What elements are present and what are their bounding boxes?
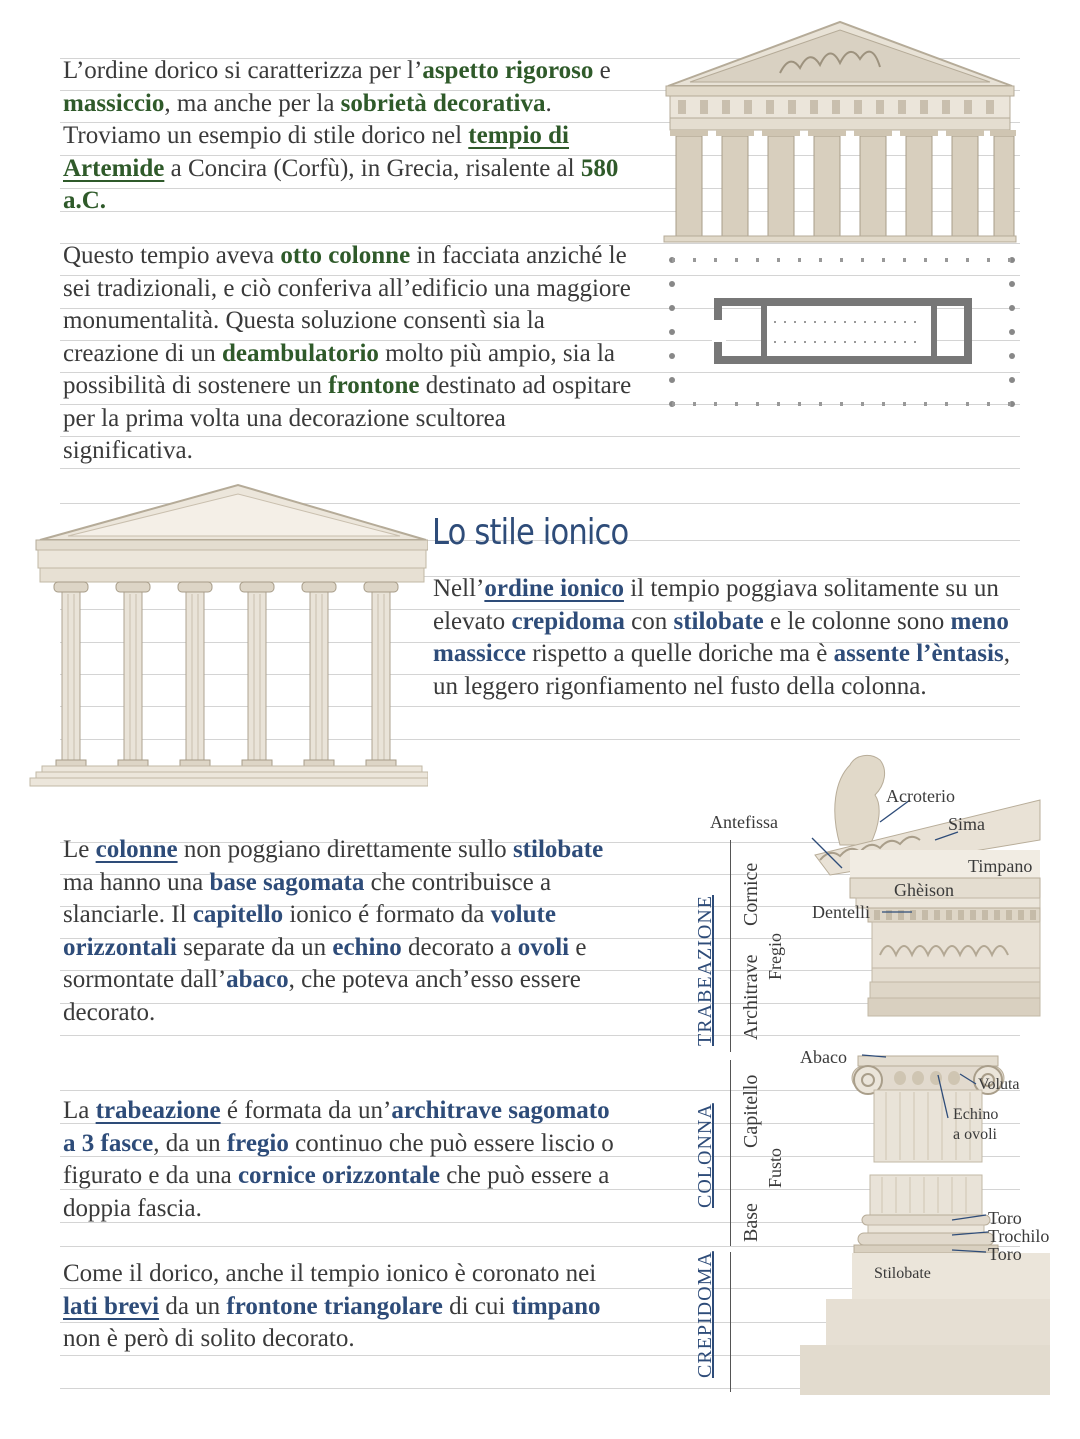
label-trochilo: Trochilo	[988, 1226, 1050, 1246]
keyword: frontone triangolare	[226, 1292, 443, 1320]
label-base: Base	[740, 1203, 762, 1242]
keyword: otto colonne	[280, 242, 411, 269]
label-toro-top: Toro	[988, 1208, 1022, 1228]
text-run: e	[593, 57, 611, 84]
keyword: aspetto rigoroso	[422, 57, 594, 84]
ionic-paragraph-2	[63, 834, 613, 1029]
label-colonna: COLONNA	[694, 1103, 716, 1208]
label-a-ovoli: a ovoli	[953, 1126, 997, 1143]
text-run: il tempio poggiava solitamente su un elevato	[433, 575, 999, 635]
text-run: che può essere a doppia fascia.	[63, 1162, 610, 1222]
keyword: stilobate	[673, 607, 764, 635]
text-run: rispetto a quelle doriche ma è	[526, 640, 834, 667]
label-abaco: Abaco	[800, 1047, 847, 1067]
label-stilobate: Stilobate	[874, 1265, 931, 1282]
keyword-underlined: tempio di Artemide	[63, 122, 569, 182]
text-run: con	[624, 607, 674, 635]
text-run: , ma anche per la	[164, 89, 341, 117]
keyword-underlined: trabeazione	[95, 1097, 221, 1124]
keyword: meno massicce	[433, 607, 1009, 667]
keyword: frontone	[328, 372, 420, 399]
keyword: abaco	[226, 966, 289, 993]
label-crepidoma: CREPIDOMA	[694, 1251, 716, 1378]
keyword: echino	[332, 933, 402, 961]
label-antefissa: Antefissa	[710, 812, 778, 832]
text-run: , da un	[153, 1129, 227, 1157]
keyword: sobrietà decorativa	[340, 89, 546, 117]
label-fregio: Fregio	[765, 933, 785, 980]
keyword: crepidoma	[511, 607, 625, 635]
paragraph-overflow-spacer	[63, 432, 843, 433]
text-run: continuo che può essere liscio o figurato e da una	[63, 1129, 614, 1189]
text-run: , un leggero rigonfiamento nel fusto della colonna.	[433, 640, 1010, 700]
label-gheison: Ghèison	[894, 880, 954, 900]
text-run: da un	[159, 1292, 227, 1320]
text-run: . Troviamo un esempio di stile dorico nel	[63, 89, 552, 149]
keyword: 580 a.C.	[63, 154, 619, 214]
text-run: destinato ad ospitare per la prima volta una decorazione scultorea significativa.	[63, 372, 632, 464]
text-run: a Concira (Corfù), in Grecia, risalente al	[164, 154, 581, 182]
label-capitello: Capitello	[740, 1074, 762, 1148]
label-acroterio: Acroterio	[886, 786, 955, 806]
keyword: timpano	[511, 1292, 601, 1320]
label-echino: Echino	[953, 1106, 999, 1123]
doric-temple-facade	[660, 18, 1020, 243]
keyword: massiccio	[63, 89, 165, 117]
keyword: base sagomata	[209, 868, 365, 896]
ionic-paragraph-1	[433, 573, 1023, 703]
text-run: ionico é formato da	[283, 901, 491, 928]
keyword-underlined: colonne	[95, 836, 178, 863]
text-run: Questo tempio aveva	[63, 242, 281, 269]
text-run: non poggiano direttamente sullo	[177, 836, 513, 863]
text-run: ma hanno una	[63, 868, 210, 896]
keyword: stilobate	[512, 836, 604, 863]
text-run: di cui	[442, 1292, 512, 1320]
label-dentelli: Dentelli	[812, 902, 870, 922]
keyword: architrave sagomato a 3 fasce	[63, 1097, 610, 1157]
doric-paragraph-1	[63, 55, 643, 218]
keyword: assente l’èntasis	[833, 640, 1004, 667]
text-run: non è però di solito decorato.	[63, 1325, 355, 1352]
keyword: deambulatorio	[221, 339, 379, 367]
text-run: Nell’	[433, 575, 485, 602]
keyword: ovoli	[517, 933, 570, 961]
label-toro-bottom: Toro	[988, 1244, 1022, 1264]
text-run: in facciata anziché le sei tradizionali, e ciò conferiva all’edificio una maggiore monumentalità. Questa soluzione consentì sia la creazione di un	[63, 242, 631, 367]
section-title-ionic: Lo stile ionico	[432, 512, 629, 553]
label-timpano: Timpano	[968, 856, 1033, 876]
text-run: molto più ampio, sia la possibilità di sostenere un	[63, 339, 615, 399]
text-run: Come il dorico, anche il tempio ionico è coronato nei	[63, 1260, 597, 1287]
keyword-underlined: lati brevi	[63, 1292, 160, 1320]
text-run: decorato a	[401, 933, 518, 961]
text-run: , che poteva anch’esso essere decorato.	[63, 966, 581, 1026]
doric-paragraph-2	[63, 240, 638, 468]
text-run: é formata da un’	[220, 1097, 392, 1124]
keyword-underlined: ordine ionico	[484, 575, 624, 602]
text-run: L’ordine dorico si caratterizza per l’	[63, 57, 423, 84]
ionic-temple-illustration	[28, 480, 428, 790]
ionic-paragraph-3	[63, 1095, 623, 1225]
keyword: capitello	[192, 901, 284, 928]
label-architrave: Architrave	[740, 954, 762, 1040]
text-run: Le	[63, 836, 96, 863]
label-voluta: Voluta	[978, 1076, 1020, 1093]
keyword: fregio	[226, 1129, 289, 1157]
label-fusto: Fusto	[765, 1147, 785, 1188]
doric-temple-plan	[664, 254, 1020, 414]
label-sima: Sima	[948, 814, 986, 834]
text-run: La	[63, 1097, 96, 1124]
label-cornice: Cornice	[740, 862, 762, 926]
text-run: separate da un	[176, 933, 333, 961]
keyword: volute orizzontali	[63, 901, 556, 961]
text-run: che contribuisce a slanciarle. Il	[63, 868, 552, 928]
label-trabeazione: TRABEAZIONE	[694, 895, 716, 1046]
ionic-order-diagram	[790, 750, 1050, 1395]
text-run: e sormontate dall’	[63, 933, 587, 993]
ionic-paragraph-4	[63, 1258, 623, 1356]
keyword: cornice orizzontale	[237, 1162, 440, 1189]
text-run: e le colonne sono	[763, 607, 951, 635]
